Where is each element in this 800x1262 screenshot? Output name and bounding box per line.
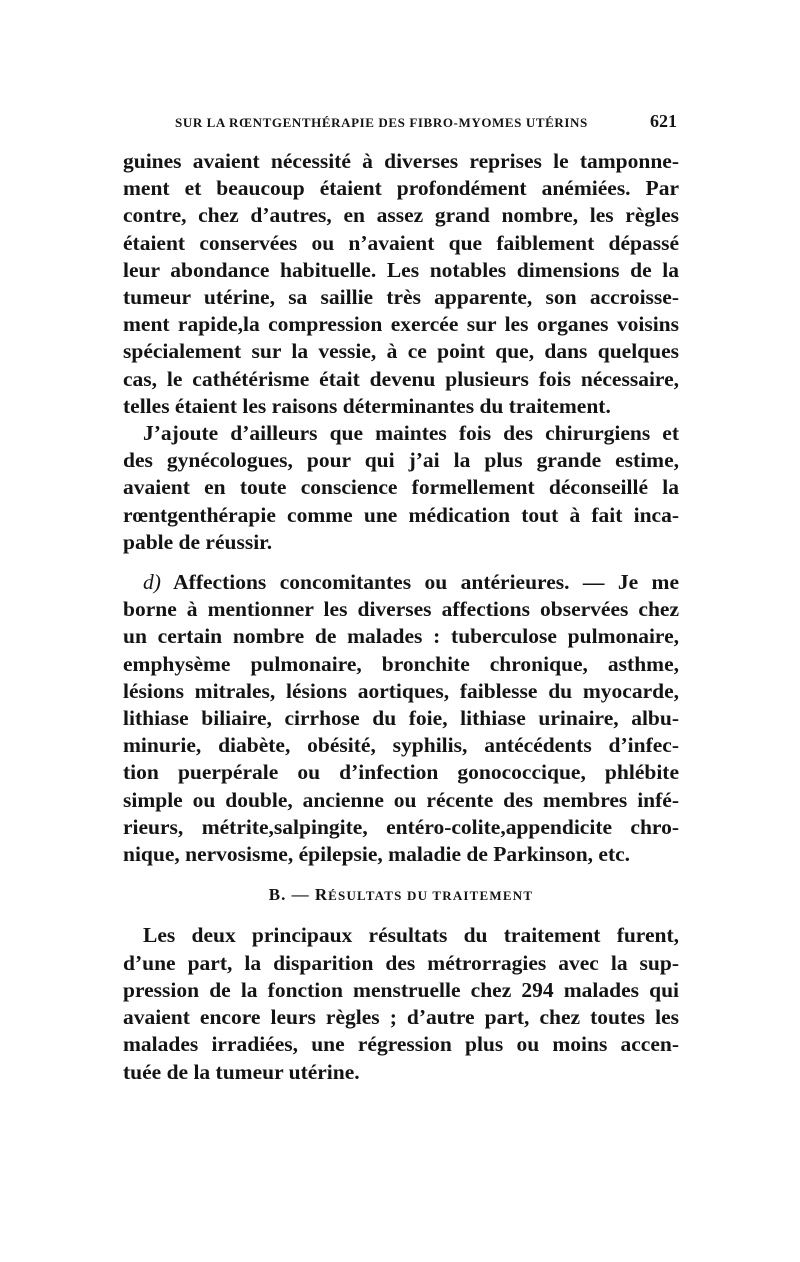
section-d-line <box>123 569 679 596</box>
text-line: avaient encore leurs règles ; d’autre part, chez toutes les <box>123 1005 679 1030</box>
section-heading: B. — RÉSULTATS DU TRAITEMENT <box>268 885 534 905</box>
text-line: ment rapide,la compression exercée sur les organes voisins <box>123 312 679 337</box>
text-line: Les deux principaux résultats du traitement furent, <box>143 923 679 948</box>
text-line: lithiase biliaire, cirrhose du foie, lithiase urinaire, albu- <box>123 706 679 731</box>
paragraph-2 <box>123 420 679 556</box>
text-line: guines avaient nécessité à diverses reprises le tamponne- <box>123 149 679 173</box>
text-line: spécialement sur la vessie, à ce point que, dans quelques <box>123 339 679 364</box>
text-line: pression de la fonction menstruelle chez 294 malades qui <box>123 977 679 1002</box>
text-line: simple ou double, ancienne ou récente des membres infé- <box>123 787 679 812</box>
section-d-marker: d) <box>143 570 161 595</box>
text-line: leur abondance habituelle. Les notables dimensions de la <box>123 257 679 282</box>
text-line: emphysème pulmonaire, bronchite chronique, asthme, <box>123 651 679 676</box>
text-line: tuée de la tumeur utérine. <box>123 1059 360 1084</box>
text-line: d’une part, la disparition des métrorragies avec la sup- <box>123 950 679 975</box>
spacer <box>123 868 679 881</box>
text-line: cas, le cathétérisme était devenu plusieurs fois nécessaire, <box>123 366 679 391</box>
text-line: rieurs, métrite,salpingite, entéro-colite,appendicite chro- <box>123 814 679 839</box>
text-line: des gynécologues, pour qui j’ai la plus grande estime, <box>123 448 679 473</box>
body-text <box>123 148 679 1086</box>
running-header <box>175 111 677 132</box>
page-number: 621 <box>650 111 677 131</box>
section-d-title: Affections concomitantes ou antérieures. — <box>160 570 605 595</box>
text-line: avaient en toute conscience formellement déconseillé la <box>123 475 679 500</box>
text-line: minurie, diabète, obésité, syphilis, antécédents d’infec- <box>123 733 679 758</box>
paragraph-4 <box>123 922 679 1085</box>
text-line: un certain nombre de malades : tuberculose pulmonaire, <box>123 624 679 649</box>
text-line: pable de réussir. <box>123 529 273 554</box>
text-line: tion puerpérale ou d’infection gonococcique, phlébite <box>123 760 679 785</box>
spacer <box>123 556 679 569</box>
text-line: tumeur utérine, sa saillie très apparente, son accroisse- <box>123 285 679 310</box>
text-line: J’ajoute d’ailleurs que maintes fois des chirurgiens et <box>143 421 679 446</box>
text-line: ment et beaucoup étaient profondément anémiées. Par <box>123 176 679 201</box>
paragraph-1 <box>123 148 679 420</box>
text-line: contre, chez d’autres, en assez grand nombre, les règles <box>123 203 679 228</box>
text-line: étaient conservées ou n’avaient que faiblement dépassé <box>123 230 679 255</box>
paragraph-3 <box>123 569 679 868</box>
text-line: malades irradiées, une régression plus ou moins accen- <box>123 1032 679 1057</box>
section-d-text: Je me <box>604 570 680 595</box>
text-line: rœntgenthérapie comme une médication tout à fait inca- <box>123 502 679 527</box>
running-title: SUR LA RŒNTGENTHÉRAPIE DES FIBRO-MYOMES UTÉRINS <box>175 115 588 130</box>
text-line: borne à mentionner les diverses affections observées chez <box>123 597 679 622</box>
text-line: lésions mitrales, lésions aortiques, faiblesse du myocarde, <box>123 678 679 703</box>
text-line: telles étaient les raisons déterminantes du traitement. <box>123 393 611 418</box>
spacer <box>123 909 679 922</box>
text-line: nique, nervosisme, épilepsie, maladie de Parkinson, etc. <box>123 842 631 867</box>
